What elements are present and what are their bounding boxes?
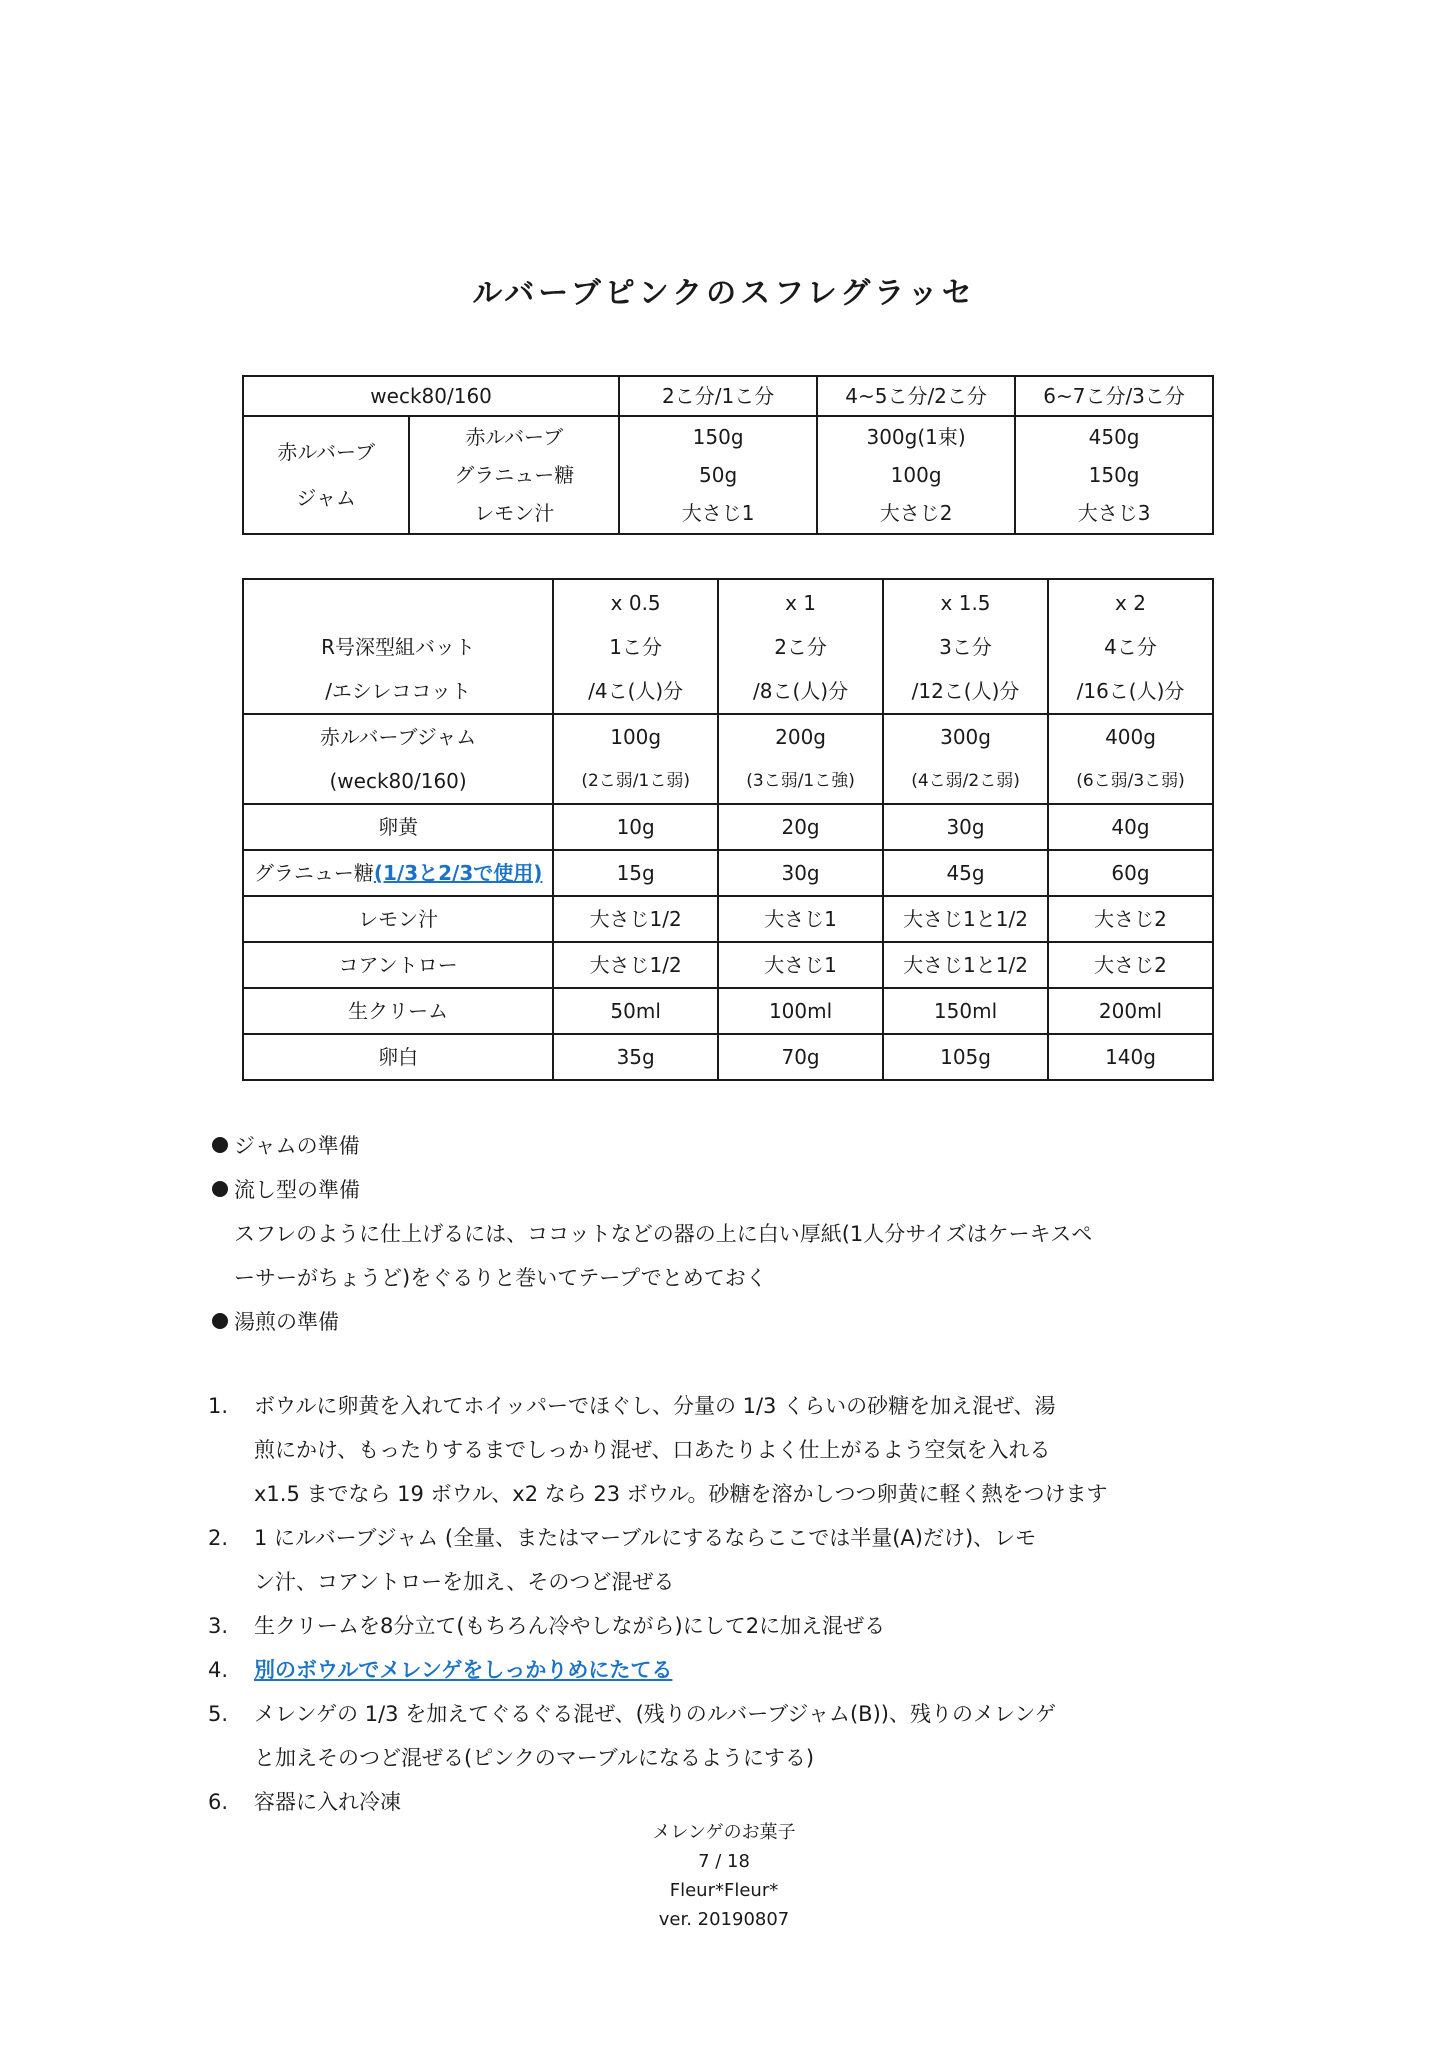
table2-jam-value: 300g (4こ弱/2こ弱): [883, 714, 1048, 804]
row-label: 生クリーム: [243, 988, 553, 1034]
table2-jam-value: 200g (3こ弱/1こ強): [718, 714, 883, 804]
cell: 大さじ2: [1048, 942, 1213, 988]
cell: 45g: [883, 850, 1048, 896]
list-item: 6. 容器に入れ冷凍: [208, 1790, 401, 1814]
table1-column-values: 300g(1束) 100g 大さじ2: [817, 416, 1015, 534]
table2-head-col: x 1.5 3こ分 /12こ(人)分: [883, 579, 1048, 714]
cell: 20g: [718, 804, 883, 850]
table-row: [243, 942, 1213, 988]
cell: 200ml: [1048, 988, 1213, 1034]
version: ver. 20190807: [658, 1909, 790, 1930]
book-title: メレンゲのお菓子: [652, 1822, 796, 1843]
table-row: [243, 1034, 1213, 1080]
table2-jam-label: 赤ルバーブジャム (weck80/160): [243, 714, 553, 804]
table-row: [243, 804, 1213, 850]
usage-note-link[interactable]: (1/3と2/3で使用): [373, 861, 543, 885]
cell: 140g: [1048, 1034, 1213, 1080]
author: Fleur*Fleur*: [669, 1880, 779, 1901]
table1-header-size: 6~7こ分/3こ分: [1015, 376, 1213, 416]
row-label: コアントロー: [243, 942, 553, 988]
cell: 大さじ1: [718, 896, 883, 942]
page-number: 7 / 18: [698, 1851, 750, 1872]
recipe-quantity-table: [242, 578, 1214, 1081]
list-item: 5. メレンゲの 1/3 を加えてぐるぐる混ぜ、(残りのルバーブジャム(B))、残りのメレンゲ と加えそのつど混ぜる(ピンクのマーブルになるようにする): [208, 1702, 1057, 1770]
table-row: [243, 850, 1213, 896]
table2-head-col: x 2 4こ分 /16こ(人)分: [1048, 579, 1213, 714]
list-item: 2. 1 にルバーブジャム (全量、またはマーブルにするならここでは半量(A)だけ)、レモ ン汁、コアントローを加え、そのつど混ぜる: [208, 1526, 1037, 1594]
cell: 30g: [883, 804, 1048, 850]
table2-head-col: x 1 2こ分 /8こ(人)分: [718, 579, 883, 714]
table1-column-values: 150g 50g 大さじ1: [619, 416, 817, 534]
meringue-step-link[interactable]: 別のボウルでメレンゲをしっかりめにたてる: [254, 1658, 673, 1682]
cell: 大さじ2: [1048, 896, 1213, 942]
cell: 大さじ1/2: [553, 896, 718, 942]
page-title: ルバーブピンクのスフレグラッセ: [472, 276, 976, 311]
jam-quantity-table: [242, 375, 1214, 535]
section-mold-desc: スフレのように仕上げるには、ココットなどの器の上に白い厚紙(1人分サイズはケーキスペ: [234, 1222, 1093, 1246]
row-label: レモン汁: [243, 896, 553, 942]
table1-header-container: weck80/160: [243, 376, 619, 416]
table2-jam-value: 100g (2こ弱/1こ弱): [553, 714, 718, 804]
bullet-icon: [212, 1313, 228, 1329]
list-item: 3. 生クリームを8分立て(もちろん冷やしながら)にして2に加え混ぜる: [208, 1614, 886, 1638]
row-label: グラニュー糖(1/3と2/3で使用): [243, 850, 553, 896]
table-row: [243, 896, 1213, 942]
row-label: 卵黄: [243, 804, 553, 850]
cell: 35g: [553, 1034, 718, 1080]
section-mold: 流し型の準備: [212, 1168, 1242, 1212]
section-bath: 湯煎の準備: [212, 1300, 1242, 1344]
cell: 30g: [718, 850, 883, 896]
cell: 大さじ1と1/2: [883, 942, 1048, 988]
section-mold-desc: ーサーがちょうど)をぐるりと巻いてテープでとめておく: [234, 1266, 767, 1290]
list-item: 1. ボウルに卵黄を入れてホイッパーでほぐし、分量の 1/3 くらいの砂糖を加え混ぜ、湯 煎にかけ、もったりするまでしっかり混ぜ、口あたりよく仕上がるよう空気を入れる x1.5 までなら 19 ボウル、x2 なら 23 ボウル。砂糖を溶かしつつ卵黄に軽く熱をつけます: [208, 1394, 1108, 1506]
table1-group-label: 赤ルバーブ ジャム: [243, 416, 409, 534]
cell: 40g: [1048, 804, 1213, 850]
steps-list: [208, 1384, 1238, 1824]
section-jam: ジャムの準備: [212, 1124, 1242, 1168]
cell: 150ml: [883, 988, 1048, 1034]
cell: 15g: [553, 850, 718, 896]
row-label: 卵白: [243, 1034, 553, 1080]
preparation-sections: [212, 1124, 1242, 1344]
cell: 70g: [718, 1034, 883, 1080]
cell: 100ml: [718, 988, 883, 1034]
table2-jam-value: 400g (6こ弱/3こ弱): [1048, 714, 1213, 804]
cell: 60g: [1048, 850, 1213, 896]
table2-head-label: R号深型組バット /エシレココット: [243, 579, 553, 714]
table1-header-size: 4~5こ分/2こ分: [817, 376, 1015, 416]
cell: 50ml: [553, 988, 718, 1034]
page-footer: [0, 1818, 1448, 1934]
cell: 大さじ1: [718, 942, 883, 988]
cell: 105g: [883, 1034, 1048, 1080]
bullet-icon: [212, 1181, 228, 1197]
table1-ingredient-names: 赤ルバーブ グラニュー糖 レモン汁: [409, 416, 619, 534]
table-row: [243, 988, 1213, 1034]
list-item: 4. 別のボウルでメレンゲをしっかりめにたてる: [208, 1658, 673, 1682]
table1-column-values: 450g 150g 大さじ3: [1015, 416, 1213, 534]
cell: 10g: [553, 804, 718, 850]
table2-head-col: x 0.5 1こ分 /4こ(人)分: [553, 579, 718, 714]
table1-header-size: 2こ分/1こ分: [619, 376, 817, 416]
bullet-icon: [212, 1137, 228, 1153]
cell: 大さじ1/2: [553, 942, 718, 988]
cell: 大さじ1と1/2: [883, 896, 1048, 942]
